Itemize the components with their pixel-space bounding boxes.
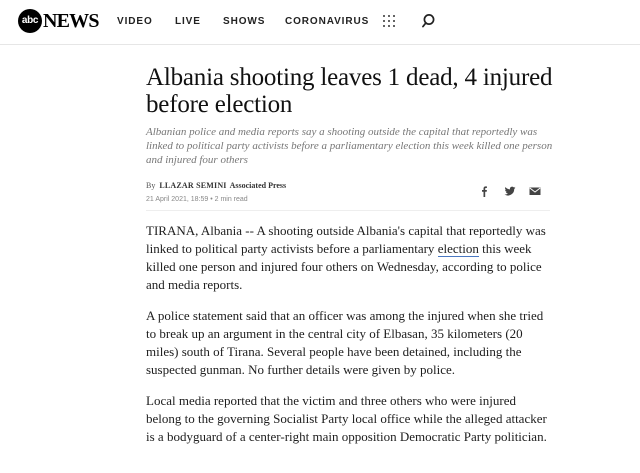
byline-divider [146, 210, 550, 211]
paragraph-1-text-end: this week killed one person and injured four others on Wednesday, according to police and media reports. [146, 241, 542, 292]
logo-wordmark: NEWS [43, 10, 99, 32]
nav-shows[interactable]: SHOWS [223, 16, 266, 27]
article-subheadline: Albanian police and media reports say a shooting outside the capital that reportedly was linked to political party activists before a parliamentary election this week killed one person and injured four others [146, 126, 553, 166]
nav-video[interactable]: VIDEO [117, 16, 153, 27]
abc-news-logo[interactable] [18, 9, 99, 33]
article-paragraph-1 [146, 222, 554, 294]
byline-prefix: By [146, 181, 156, 190]
paragraph-1-text-start: TIRANA, Albania -- A shooting outside Albania's capital that reportedly was linked to political party activists before a parliamentary [146, 223, 546, 256]
election-link[interactable]: election [437, 241, 479, 256]
article-headline: Albania shooting leaves 1 dead, 4 injured before election [146, 64, 553, 118]
email-icon[interactable] [529, 185, 541, 197]
top-navigation [0, 0, 640, 45]
twitter-icon[interactable] [504, 185, 516, 197]
article-paragraph-3: Local media reported that the victim and three others who were injured belong to the governing Socialist Party local office while the alleged attacker is a bodyguard of a center-right main opposition Democratic Party politician. [146, 393, 547, 444]
grid-icon[interactable] [383, 15, 395, 27]
article-timestamp: 21 April 2021, 18:59 • 2 min read [146, 196, 248, 203]
article-paragraph-2: A police statement said that an officer was among the injured when she tried to break up an argument in the central city of Elbasan, 35 kilometers (20 miles) south of Tirana. Several people have been detained, including the suspected gunman. No further details were given by police. [146, 308, 544, 377]
byline [146, 181, 286, 191]
facebook-icon[interactable] [479, 185, 491, 197]
byline-source: Associated Press [229, 181, 287, 190]
byline-author[interactable]: LLAZAR SEMINI [159, 181, 227, 190]
nav-live[interactable]: LIVE [175, 16, 201, 27]
search-icon[interactable] [422, 13, 438, 29]
nav-coronavirus[interactable]: CORONAVIRUS [285, 16, 370, 27]
logo-badge: abc [18, 9, 42, 33]
